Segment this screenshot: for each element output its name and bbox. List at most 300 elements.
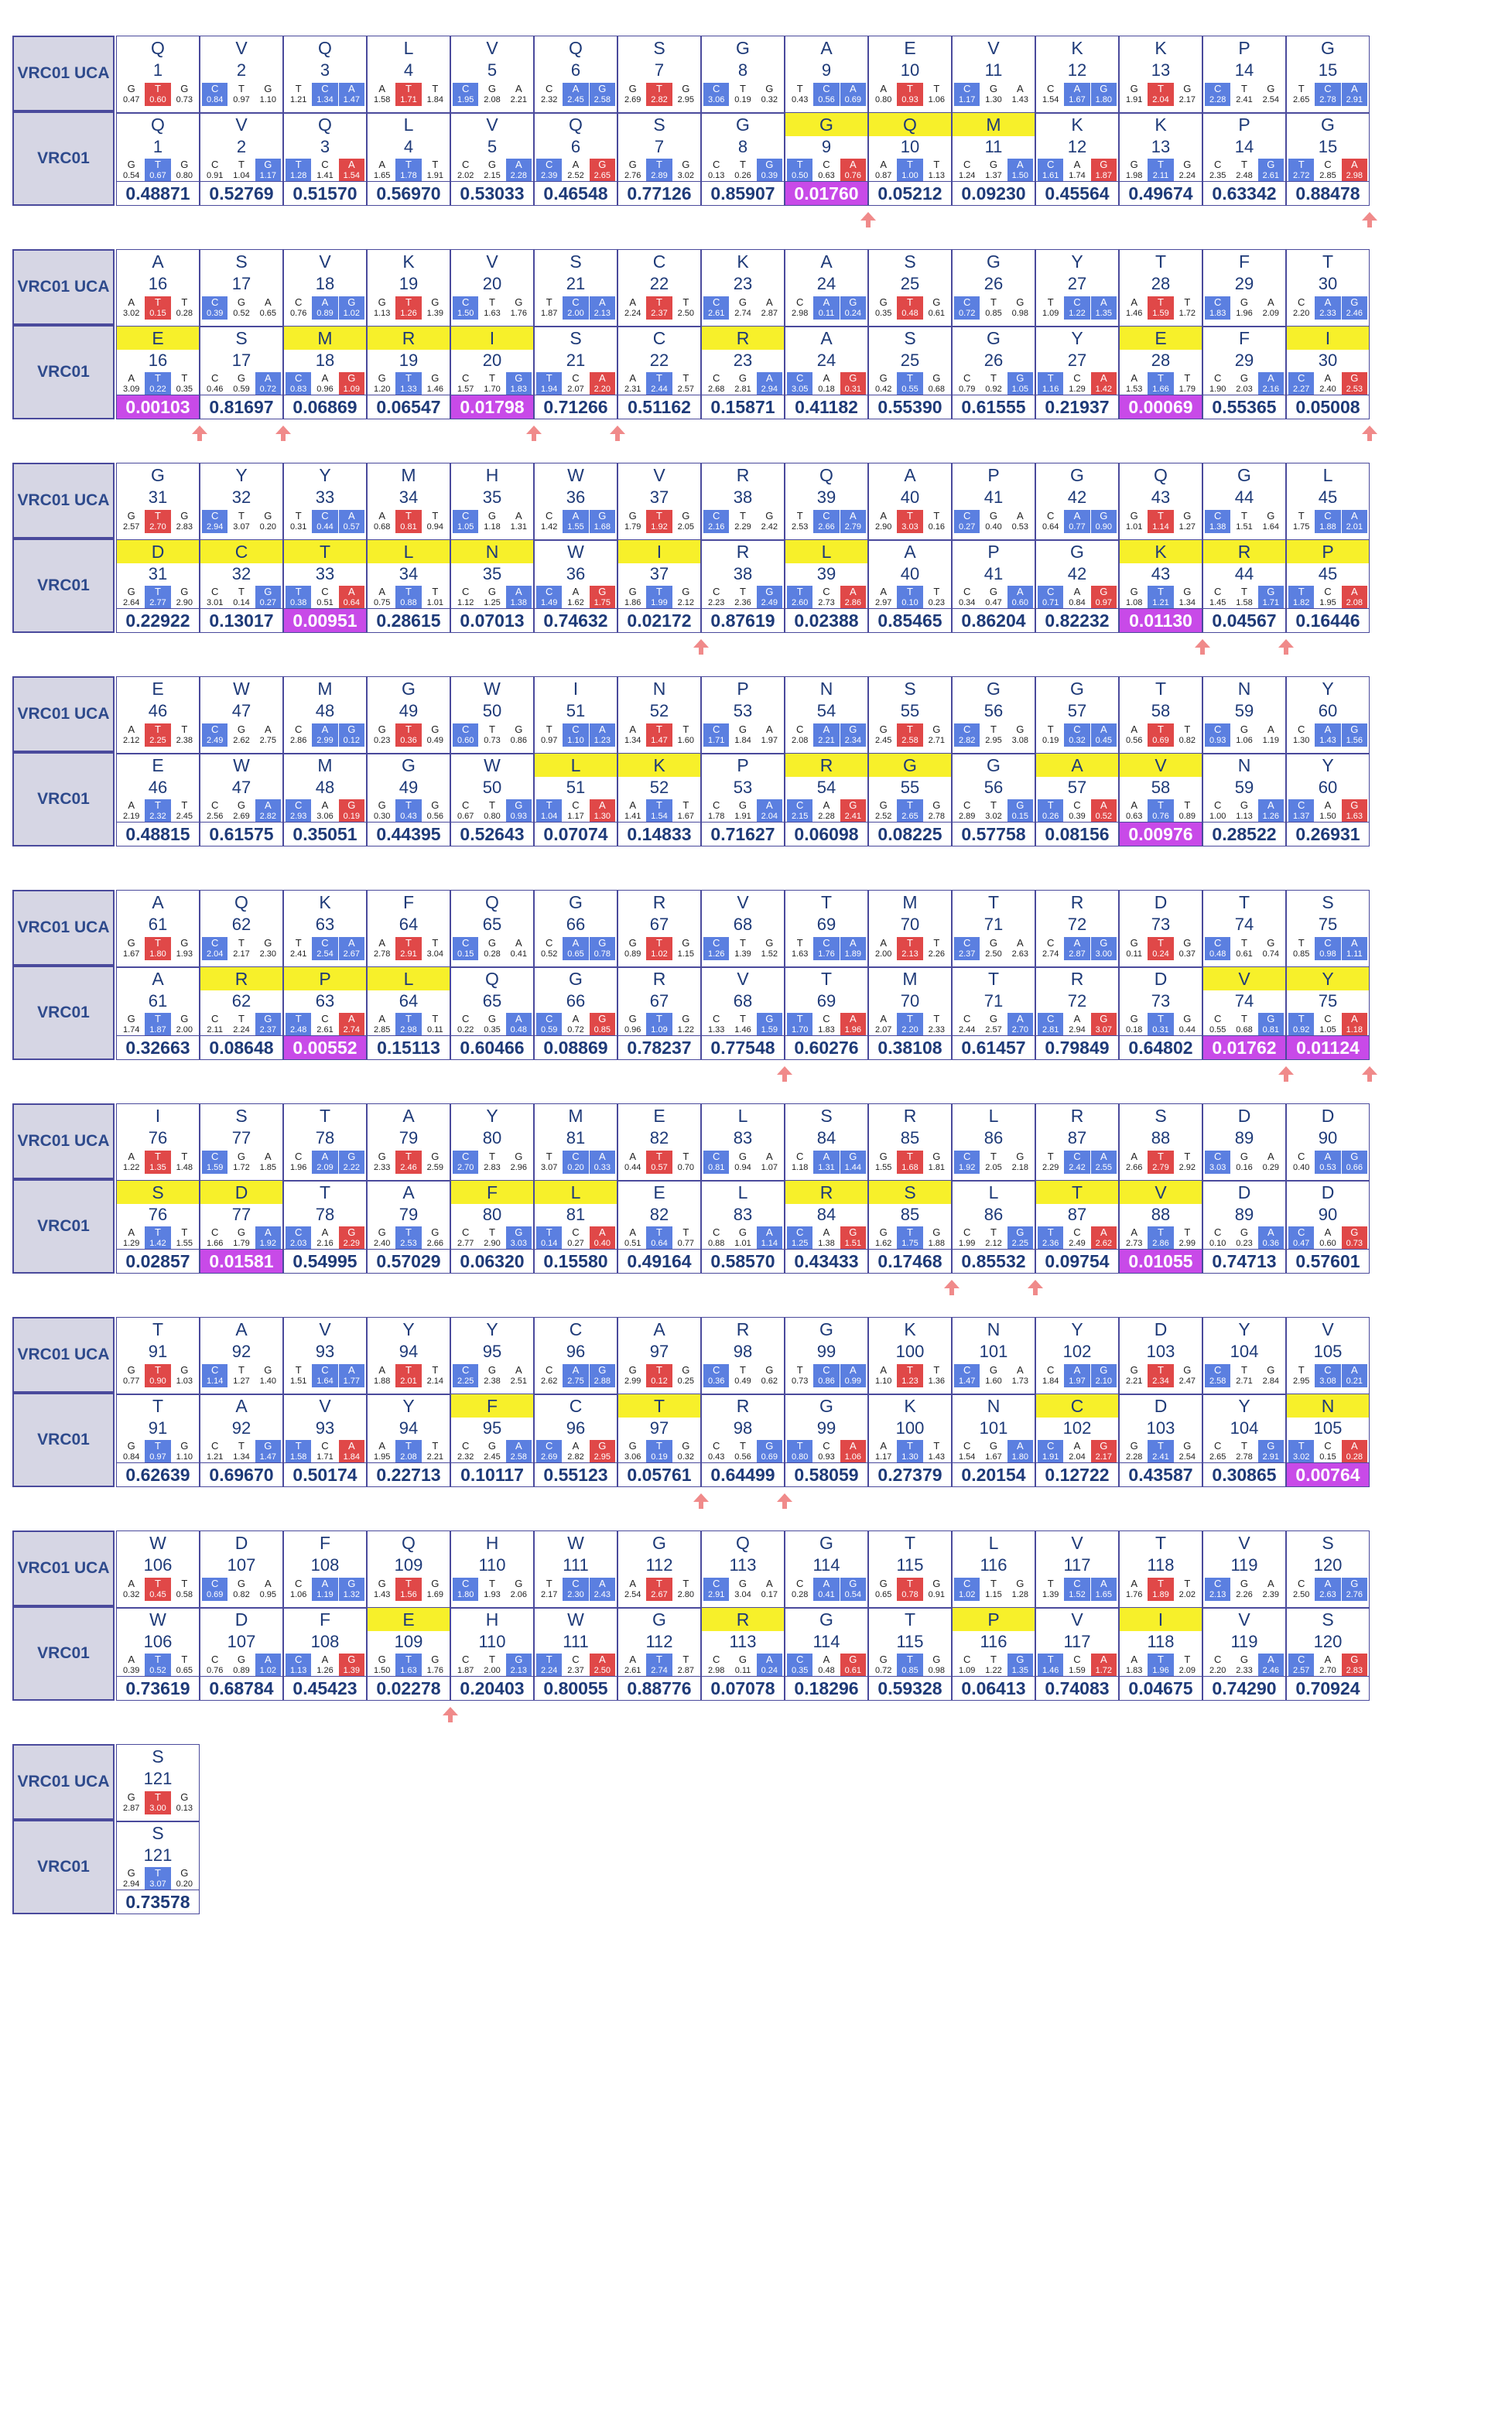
codon-scores	[286, 159, 364, 182]
nucleotide-score: 2.31	[624, 385, 641, 394]
position-column	[1286, 1103, 1370, 1274]
nucleotide-score: 0.44	[316, 522, 334, 532]
probability-value: 0.53033	[451, 181, 533, 205]
nucleotide-base: C	[210, 1151, 219, 1162]
nucleotide-cell	[840, 1226, 866, 1250]
nucleotide-base: A	[765, 799, 773, 811]
nucleotide-score: 2.88	[594, 1377, 611, 1386]
nucleotide-base: C	[963, 1440, 971, 1452]
nucleotide-cell	[563, 1013, 588, 1036]
row-label-uca: VRC01 UCA	[12, 1103, 115, 1179]
nucleotide-base: T	[907, 799, 913, 811]
nucleotide-cell	[703, 799, 729, 823]
position-number: 45	[1318, 487, 1338, 507]
codon-scores	[1288, 83, 1367, 106]
position-number: 66	[566, 915, 586, 934]
position-number: 27	[1067, 351, 1087, 370]
nucleotide-score: 1.97	[1069, 1377, 1086, 1386]
codon-scores	[536, 586, 615, 609]
nucleotide-score: 1.40	[259, 1377, 277, 1386]
vrc01-residue: C	[1036, 1394, 1118, 1418]
nucleotide-base: C	[461, 510, 470, 522]
nucleotide-score: 1.39	[1042, 1590, 1059, 1599]
nucleotide-score: 2.98	[1346, 171, 1363, 180]
nucleotide-cell	[255, 83, 281, 106]
probability-value: 0.86204	[953, 608, 1035, 632]
position-number: 15	[1318, 137, 1338, 156]
codon-scores	[703, 1151, 782, 1174]
vrc01-residue: E	[653, 1182, 665, 1202]
nucleotide-score: 2.00	[176, 1025, 193, 1035]
position-number: 117	[1063, 1555, 1091, 1575]
codon-scores	[703, 510, 782, 533]
nucleotide-score: 0.72	[874, 1666, 892, 1675]
nucleotide-base: A	[347, 1440, 355, 1452]
nucleotide-cell	[1121, 1440, 1147, 1463]
nucleotide-cell	[255, 1151, 281, 1174]
position-column	[116, 1744, 200, 1914]
nucleotide-base: T	[405, 296, 412, 308]
nucleotide-base: G	[628, 1013, 637, 1024]
vrc01-residue: H	[485, 1609, 499, 1630]
nucleotide-cell	[1121, 799, 1147, 823]
nucleotide-cell	[646, 1226, 672, 1250]
nucleotide-base: C	[1324, 510, 1332, 522]
nucleotide-cell	[1121, 1013, 1147, 1036]
nucleotide-score: 2.26	[928, 949, 946, 959]
nucleotide-base: T	[682, 296, 689, 308]
nucleotide-base: G	[180, 1867, 189, 1879]
nucleotide-base: T	[405, 372, 412, 384]
nucleotide-base: T	[1158, 1578, 1164, 1589]
uca-residue: G	[652, 1532, 666, 1553]
nucleotide-base: C	[1324, 1440, 1332, 1452]
nucleotide-cell	[118, 1578, 144, 1601]
nucleotide-base: C	[210, 1654, 219, 1665]
nucleotide-score: 0.27	[958, 522, 976, 532]
codon-scores	[871, 296, 949, 320]
nucleotide-base: T	[1047, 296, 1054, 308]
nucleotide-cell	[1175, 83, 1200, 106]
nucleotide-base: T	[238, 1013, 245, 1024]
nucleotide-score: 0.97	[540, 736, 558, 745]
nucleotide-score: 1.12	[457, 598, 474, 607]
nucleotide-base: T	[1047, 1151, 1054, 1162]
nucleotide-base: C	[1297, 1226, 1305, 1238]
nucleotide-score: 0.10	[1209, 1239, 1226, 1248]
nucleotide-score: 0.40	[985, 522, 1002, 532]
nucleotide-score: 2.41	[289, 949, 307, 959]
nucleotide-score: 1.47	[343, 95, 361, 104]
nucleotide-cell	[813, 1578, 839, 1601]
position-column	[785, 463, 868, 633]
nucleotide-cell	[369, 586, 395, 609]
probability-value: 0.43587	[1120, 1462, 1202, 1486]
nucleotide-score: 0.35	[176, 385, 193, 394]
probability-value: 0.78237	[618, 1035, 700, 1059]
nucleotide-cell	[286, 510, 311, 533]
uca-residue: Q	[151, 37, 165, 58]
codon-scores	[286, 372, 364, 395]
codon-scores	[1205, 723, 1284, 747]
nucleotide-base: T	[1298, 159, 1305, 170]
nucleotide-score: 1.50	[1319, 812, 1336, 821]
nucleotide-base: G	[1016, 1578, 1025, 1589]
nucleotide-base: A	[823, 799, 830, 811]
nucleotide-base: T	[295, 510, 302, 522]
position-number: 71	[983, 915, 1004, 934]
nucleotide-score: 0.16	[928, 522, 946, 532]
codon-scores	[871, 799, 949, 823]
nucleotide-cell	[422, 1226, 448, 1250]
nucleotide-base: T	[405, 1364, 412, 1376]
nucleotide-base: G	[515, 799, 523, 811]
nucleotide-base: C	[1213, 296, 1222, 308]
codon-scores	[286, 1151, 364, 1174]
position-column	[785, 890, 868, 1060]
position-number: 23	[733, 351, 753, 370]
nucleotide-score: 2.12	[985, 1239, 1002, 1248]
codon-scores	[1038, 1226, 1117, 1250]
nucleotide-score: 0.85	[1292, 949, 1310, 959]
codon-scores	[536, 1013, 615, 1036]
nucleotide-cell	[620, 799, 645, 823]
nucleotide-score: 2.37	[958, 949, 976, 959]
nucleotide-cell	[840, 510, 866, 533]
nucleotide-score: 1.19	[1262, 736, 1280, 745]
nucleotide-cell	[1288, 510, 1314, 533]
nucleotide-score: 1.47	[958, 1377, 976, 1386]
codon-scores	[453, 799, 532, 823]
nucleotide-score: 2.67	[651, 1590, 668, 1599]
position-number: 31	[148, 487, 168, 507]
nucleotide-base: C	[795, 723, 804, 735]
position-number: 12	[1067, 137, 1087, 156]
nucleotide-cell	[787, 586, 812, 609]
position-number: 109	[394, 1555, 423, 1575]
nucleotide-score: 3.06	[316, 812, 334, 821]
nucleotide-score: 2.70	[1319, 1666, 1336, 1675]
uca-residue: D	[1154, 1318, 1168, 1339]
nucleotide-score: 1.95	[373, 1452, 391, 1462]
nucleotide-score: 1.45	[1209, 598, 1226, 607]
nucleotide-base: C	[1073, 723, 1081, 735]
nucleotide-base: A	[880, 510, 887, 522]
nucleotide-cell	[395, 1364, 421, 1387]
uca-residue: K	[1155, 37, 1167, 58]
probability-value: 0.79849	[1036, 1035, 1118, 1059]
nucleotide-cell	[172, 1364, 197, 1387]
nucleotide-score: 0.88	[400, 598, 417, 607]
uca-residue: F	[402, 891, 415, 912]
nucleotide-cell	[1175, 1151, 1200, 1174]
codon-scores	[787, 1364, 866, 1387]
probability-value: 0.49674	[1120, 181, 1202, 205]
codon-scores	[620, 1013, 699, 1036]
nucleotide-cell	[954, 510, 980, 533]
probability-value: 0.15871	[702, 395, 784, 419]
uca-residue: W	[484, 678, 501, 699]
nucleotide-cell	[1148, 510, 1173, 533]
nucleotide-base: G	[1183, 937, 1192, 949]
nucleotide-cell	[1205, 1226, 1230, 1250]
nucleotide-base: C	[461, 586, 470, 597]
nucleotide-score: 1.10	[567, 736, 584, 745]
nucleotide-cell	[1148, 1578, 1173, 1601]
nucleotide-cell	[1121, 723, 1147, 747]
nucleotide-cell	[1231, 1578, 1257, 1601]
nucleotide-base: A	[1131, 372, 1137, 384]
nucleotide-base: A	[1324, 799, 1332, 811]
nucleotide-base: T	[155, 799, 161, 811]
nucleotide-score: 1.34	[1178, 598, 1196, 607]
nucleotide-base: A	[849, 1364, 857, 1376]
nucleotide-base: G	[515, 1654, 523, 1665]
nucleotide-cell	[339, 1226, 364, 1250]
nucleotide-score: 0.90	[149, 1377, 166, 1386]
nucleotide-score: 2.48	[289, 1025, 307, 1035]
position-number: 54	[816, 701, 836, 720]
nucleotide-cell	[840, 83, 866, 106]
nucleotide-base: G	[1183, 83, 1192, 94]
nucleotide-cell	[1258, 159, 1284, 182]
nucleotide-cell	[590, 1440, 615, 1463]
nucleotide-score: 2.02	[457, 171, 474, 180]
position-column	[868, 249, 952, 419]
nucleotide-cell	[312, 83, 337, 106]
nucleotide-score: 1.07	[761, 1163, 778, 1172]
vrc01-residue: A	[904, 541, 916, 562]
position-number: 67	[649, 915, 669, 934]
nucleotide-base: T	[1158, 1440, 1164, 1452]
nucleotide-score: 1.68	[901, 1163, 918, 1172]
nucleotide-score: 1.86	[624, 598, 641, 607]
nucleotide-cell	[590, 723, 615, 747]
nucleotide-cell	[924, 296, 949, 320]
nucleotide-cell	[840, 296, 866, 320]
position-column	[785, 1103, 868, 1274]
nucleotide-cell	[1258, 1654, 1284, 1677]
codon-scores	[1121, 586, 1200, 609]
position-number: 81	[566, 1205, 586, 1224]
nucleotide-base: C	[210, 1440, 219, 1452]
position-number: 64	[399, 915, 419, 934]
uca-residue: I	[155, 1105, 161, 1126]
nucleotide-base: G	[879, 372, 888, 384]
nucleotide-base: C	[823, 510, 830, 522]
position-number: 100	[895, 1342, 925, 1361]
nucleotide-cell	[1342, 1151, 1367, 1174]
nucleotide-score: 1.59	[761, 1025, 778, 1035]
nucleotide-base: A	[823, 372, 830, 384]
nucleotide-cell	[202, 1226, 227, 1250]
nucleotide-score: 0.86	[818, 1377, 835, 1386]
nucleotide-cell	[590, 83, 615, 106]
nucleotide-score: 2.73	[1125, 1239, 1143, 1248]
nucleotide-cell	[202, 372, 227, 395]
codon-scores	[118, 1654, 197, 1677]
nucleotide-score: 1.67	[677, 812, 695, 821]
nucleotide-score: 2.83	[176, 522, 193, 532]
nucleotide-score: 2.04	[206, 949, 224, 959]
nucleotide-cell	[813, 723, 839, 747]
codon-scores	[118, 799, 197, 823]
nucleotide-score: 0.28	[484, 949, 501, 959]
nucleotide-cell	[620, 159, 645, 182]
codon-scores	[1038, 1578, 1117, 1601]
position-number: 17	[231, 351, 251, 370]
nucleotide-base: C	[1213, 1364, 1222, 1376]
nucleotide-cell	[1038, 510, 1063, 533]
vrc01-residue: L	[368, 967, 450, 990]
nucleotide-base: G	[628, 510, 637, 522]
nucleotide-cell	[228, 1654, 254, 1677]
nucleotide-cell	[1091, 510, 1117, 533]
nucleotide-cell	[1121, 510, 1147, 533]
probability-value: 0.60276	[785, 1035, 867, 1059]
vrc01-residue: S	[570, 327, 582, 348]
nucleotide-score: 2.04	[1152, 95, 1169, 104]
codon-scores	[1038, 1654, 1117, 1677]
nucleotide-cell	[1205, 937, 1230, 960]
nucleotide-base: A	[572, 510, 580, 522]
position-column	[701, 676, 785, 846]
codon-scores	[369, 83, 448, 106]
nucleotide-score: 3.09	[122, 385, 140, 394]
nucleotide-base: C	[545, 159, 553, 170]
nucleotide-score: 0.43	[791, 95, 809, 104]
position-number: 6	[570, 137, 581, 156]
nucleotide-base: G	[127, 937, 135, 949]
nucleotide-score: 0.35	[874, 309, 892, 318]
position-number: 10	[900, 60, 920, 80]
nucleotide-score: 0.32	[1069, 736, 1086, 745]
nucleotide-base: G	[237, 723, 246, 735]
nucleotide-base: A	[515, 1440, 522, 1452]
nucleotide-base: T	[933, 1013, 940, 1024]
nucleotide-cell	[1315, 1151, 1340, 1174]
nucleotide-score: 2.21	[1125, 1377, 1143, 1386]
codon-scores	[202, 1654, 281, 1677]
nucleotide-base: T	[1298, 1013, 1305, 1024]
position-number: 26	[983, 274, 1004, 293]
position-number: 4	[403, 60, 414, 80]
nucleotide-cell	[118, 799, 144, 823]
nucleotide-score: 0.31	[844, 385, 862, 394]
arrow-up-icon	[525, 424, 543, 443]
nucleotide-cell	[286, 296, 311, 320]
nucleotide-cell	[646, 723, 672, 747]
nucleotide-score: 1.79	[233, 1239, 250, 1248]
nucleotide-score: 2.11	[1152, 171, 1169, 180]
vrc01-residue: P	[1238, 114, 1250, 135]
nucleotide-base: C	[572, 1654, 580, 1665]
position-column	[617, 1103, 701, 1274]
nucleotide-score: 1.17	[958, 95, 976, 104]
position-column	[1035, 36, 1119, 206]
nucleotide-score: 0.22	[149, 385, 166, 394]
nucleotide-base: T	[1184, 1654, 1191, 1665]
nucleotide-cell	[813, 83, 839, 106]
nucleotide-score: 0.73	[1346, 1239, 1363, 1248]
nucleotide-score: 1.05	[1011, 385, 1029, 394]
codon-scores	[1288, 296, 1367, 320]
nucleotide-score: 1.83	[1209, 309, 1226, 318]
vrc01-residue: G	[987, 327, 1001, 348]
position-number: 28	[1151, 351, 1171, 370]
nucleotide-score: 1.30	[985, 95, 1002, 104]
nucleotide-score: 0.39	[206, 309, 224, 318]
row-label-vrc01: VRC01	[12, 1179, 115, 1274]
codon-scores	[1038, 586, 1117, 609]
nucleotide-base: T	[907, 83, 913, 94]
nucleotide-base: C	[1324, 159, 1332, 170]
position-number: 89	[1234, 1205, 1254, 1224]
arrow-up-icon	[608, 424, 627, 443]
nucleotide-base: T	[1184, 723, 1191, 735]
nucleotide-cell	[590, 1578, 615, 1601]
nucleotide-cell	[202, 937, 227, 960]
nucleotide-base: G	[431, 1578, 440, 1589]
nucleotide-cell	[1038, 1151, 1063, 1174]
probability-value: 0.04675	[1120, 1676, 1202, 1700]
nucleotide-base: C	[572, 799, 580, 811]
nucleotide-base: C	[545, 1013, 553, 1024]
vrc01-residue: Q	[485, 968, 499, 989]
position-number: 78	[315, 1205, 335, 1224]
uca-residue: Q	[402, 1532, 416, 1553]
nucleotide-base: T	[489, 372, 495, 384]
nucleotide-score: 2.94	[761, 385, 778, 394]
nucleotide-base: C	[1213, 1226, 1222, 1238]
nucleotide-base: A	[347, 937, 355, 949]
nucleotide-cell	[1148, 799, 1173, 823]
nucleotide-base: G	[1350, 723, 1359, 735]
nucleotide-cell	[228, 1013, 254, 1036]
codon-scores	[1121, 1440, 1200, 1463]
nucleotide-score: 1.76	[510, 309, 528, 318]
uca-residue: G	[987, 678, 1001, 699]
nucleotide-score: 0.72	[259, 385, 277, 394]
nucleotide-cell	[620, 586, 645, 609]
nucleotide-cell	[954, 937, 980, 960]
position-number: 65	[482, 915, 502, 934]
nucleotide-base: G	[1350, 1226, 1359, 1238]
nucleotide-cell	[228, 937, 254, 960]
nucleotide-cell	[536, 723, 562, 747]
codon-scores	[369, 586, 448, 609]
nucleotide-base: A	[598, 1654, 606, 1665]
nucleotide-base: G	[1016, 1151, 1025, 1162]
position-number: 49	[399, 778, 419, 797]
nucleotide-cell	[590, 296, 615, 320]
codon-scores	[369, 723, 448, 747]
nucleotide-base: G	[1183, 586, 1192, 597]
nucleotide-base: G	[1100, 586, 1108, 597]
nucleotide-cell	[673, 1151, 699, 1174]
vrc01-residue: A	[235, 1395, 248, 1416]
nucleotide-score: 2.17	[233, 949, 250, 959]
nucleotide-cell	[673, 159, 699, 182]
nucleotide-cell	[1231, 296, 1257, 320]
nucleotide-base: T	[1158, 372, 1164, 384]
nucleotide-base: C	[1213, 1654, 1222, 1665]
nucleotide-cell	[1148, 1013, 1173, 1036]
nucleotide-cell	[1064, 296, 1090, 320]
row-label-vrc01: VRC01	[12, 1393, 115, 1487]
nucleotide-cell	[1205, 799, 1230, 823]
nucleotide-base: G	[598, 1364, 607, 1376]
